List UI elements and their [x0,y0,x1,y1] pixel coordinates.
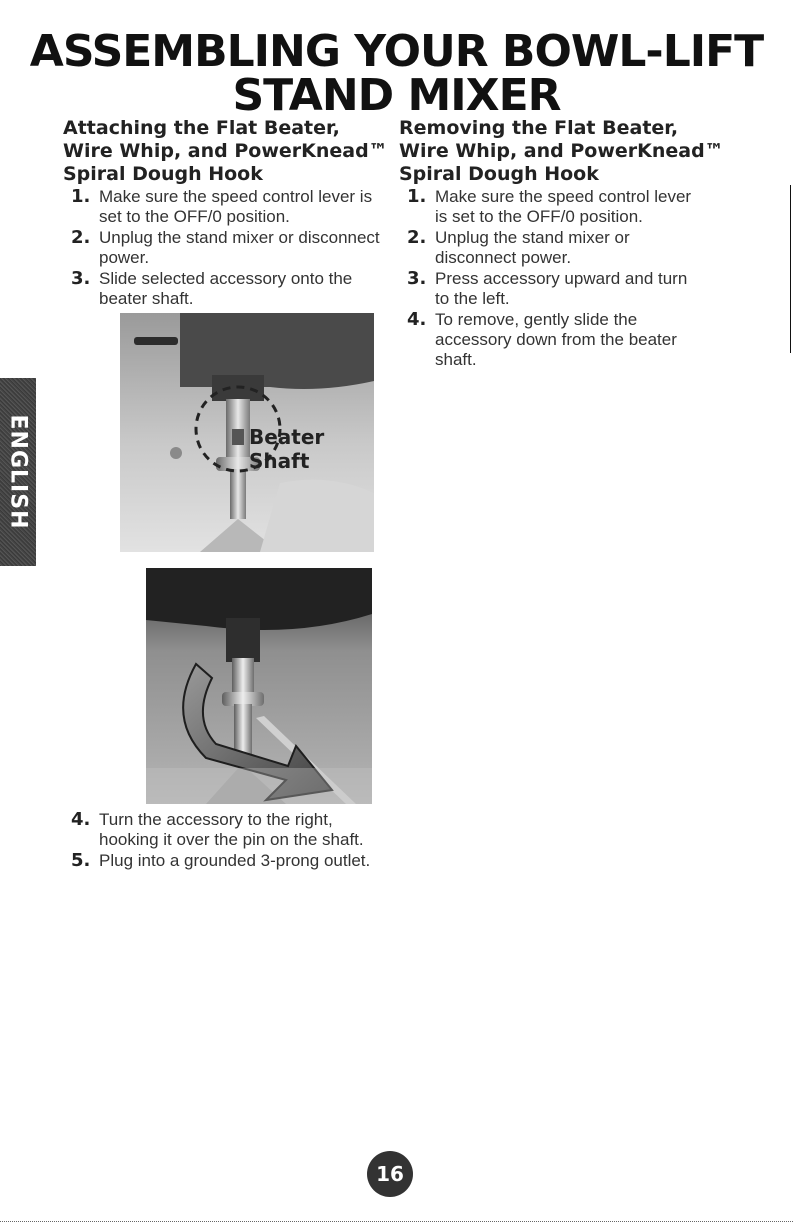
beater-shaft-illustration [120,313,374,552]
bottom-dotted-rule [0,1221,793,1223]
attach-heading [63,117,388,186]
language-tab [0,378,36,566]
attach-steps-list-continued [71,810,387,872]
step-text: Press accessory upward and turn to the left. [435,269,688,308]
remove-heading-line-3: Spiral Dough Hook [399,163,599,185]
title-line-2: STAND MIXER [232,70,561,121]
remove-steps-list [407,187,699,371]
attach-heading-line-2: Wire Whip, and PowerKnead™ [63,140,388,162]
callout-line-2: Shaft [249,449,310,473]
beater-shaft-photo [120,313,374,552]
remove-step-2 [407,228,699,268]
attach-steps-list [71,187,387,310]
attach-step-1 [71,187,387,227]
step-text: Plug into a grounded 3-prong outlet. [99,851,371,870]
step-text: To remove, gently slide the accessory down from the beater shaft. [435,310,677,369]
turn-accessory-illustration [146,568,372,804]
attach-step-5 [71,851,387,871]
attach-step-4 [71,810,387,850]
remove-heading-line-1: Removing the Flat Beater, [399,117,679,139]
turn-accessory-photo [146,568,372,804]
step-number: 4. [71,809,91,830]
beater-shaft-callout [249,425,324,473]
remove-step-1 [407,187,699,227]
page-title [0,26,793,121]
step-text: Slide selected accessory onto the beater shaft. [99,269,353,308]
remove-step-3 [407,269,699,309]
attach-step-3 [71,269,387,309]
step-number: 3. [71,268,91,289]
attach-heading-line-1: Attaching the Flat Beater, [63,117,340,139]
right-margin-rule [790,185,791,353]
step-text: Unplug the stand mixer or disconnect power. [99,228,380,267]
step-number: 1. [407,186,427,207]
step-number: 2. [407,227,427,248]
callout-line-1: Beater [249,425,325,449]
step-number: 3. [407,268,427,289]
language-tab-label: ENGLISH [5,414,31,530]
attach-step-2 [71,228,387,268]
attach-heading-line-3: Spiral Dough Hook [63,163,263,185]
remove-heading-line-2: Wire Whip, and PowerKnead™ [399,140,724,162]
step-number: 1. [71,186,91,207]
step-text: Unplug the stand mixer or disconnect power. [435,228,630,267]
step-text: Turn the accessory to the right, hooking it over the pin on the shaft. [99,810,364,849]
title-line-1: ASSEMBLING YOUR BOWL-LIFT [29,26,764,77]
page-number-badge: 16 [367,1151,413,1197]
step-number: 2. [71,227,91,248]
step-number: 5. [71,850,91,871]
step-number: 4. [407,309,427,330]
remove-step-4 [407,310,699,370]
step-text: Make sure the speed control lever is set to the OFF/0 position. [435,187,692,226]
step-text: Make sure the speed control lever is set to the OFF/0 position. [99,187,373,226]
remove-heading [399,117,724,186]
